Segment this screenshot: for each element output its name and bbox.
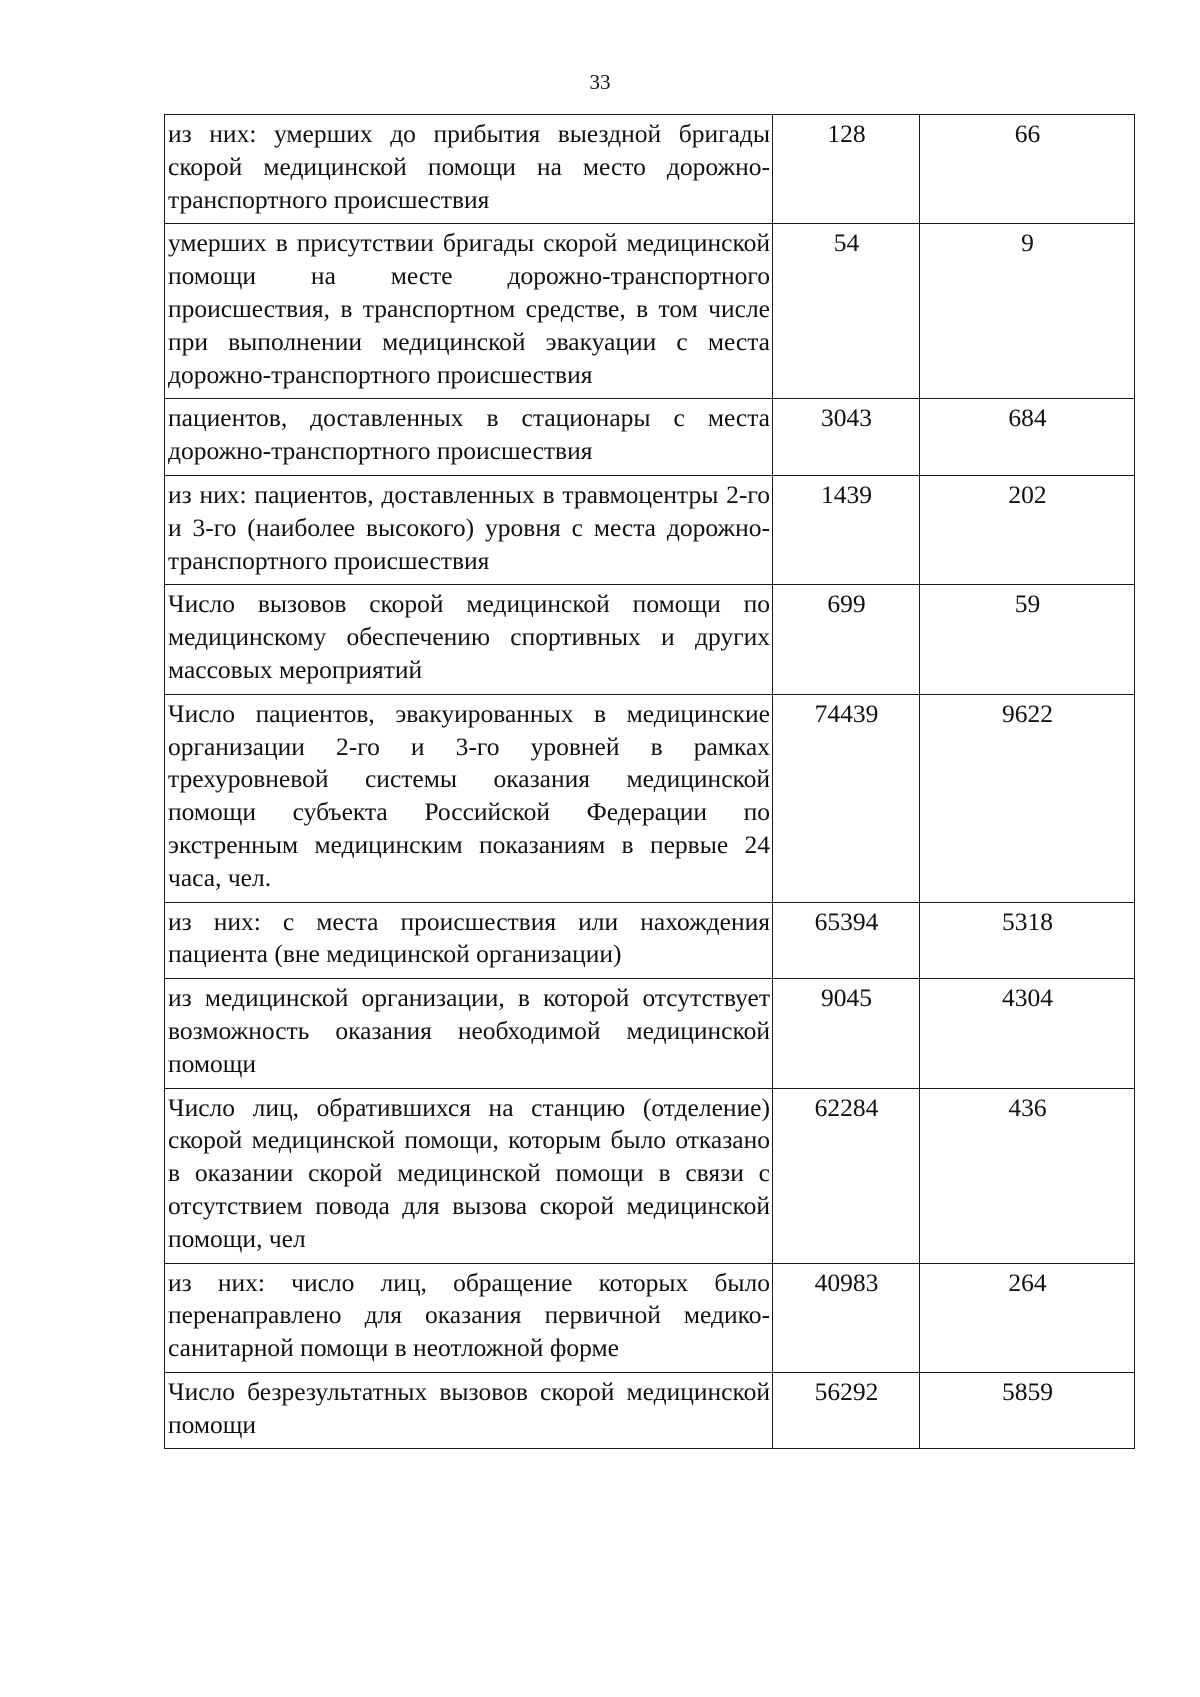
row-value-2: 202	[920, 475, 1135, 584]
row-description: Число вызовов скорой медицинской помощи по медицинскому обеспечению спортивных и других массовых мероприятий	[165, 585, 773, 694]
row-value-1: 699	[773, 585, 920, 694]
table-row	[165, 224, 1135, 399]
table-row	[165, 475, 1135, 584]
table-row	[165, 115, 1135, 224]
row-description: из медицинской организации, в которой отсутствует возможность оказания необходимой медицинской помощи	[165, 979, 773, 1088]
table-row	[165, 1088, 1135, 1263]
row-value-1: 40983	[773, 1263, 920, 1372]
table-row	[165, 399, 1135, 476]
row-description: из них: пациентов, доставленных в травмоцентры 2-го и 3-го (наиболее высокого) уровня с места дорожно-транспортного происшествия	[165, 475, 773, 584]
row-value-1: 74439	[773, 694, 920, 902]
row-description: Число пациентов, эвакуированных в медицинские организации 2-го и 3-го уровней в рамках трехуровневой системы оказания медицинской помощи субъекта Российской Федерации по экстренным медицинским показаниям в первые 24 часа, чел.	[165, 694, 773, 902]
row-value-2: 684	[920, 399, 1135, 476]
row-description: Число лиц, обратившихся на станцию (отделение) скорой медицинской помощи, которым было отказано в оказании скорой медицинской помощи в связи с отсутствием повода для вызова скорой медицинской помощи, чел	[165, 1088, 773, 1263]
table-row	[165, 1372, 1135, 1449]
table-row	[165, 902, 1135, 979]
row-value-1: 128	[773, 115, 920, 224]
row-value-2: 9622	[920, 694, 1135, 902]
statistics-table	[164, 114, 1135, 1449]
row-value-2: 5318	[920, 902, 1135, 979]
row-value-1: 9045	[773, 979, 920, 1088]
row-value-2: 436	[920, 1088, 1135, 1263]
table-row	[165, 979, 1135, 1088]
statistics-table-body	[165, 115, 1135, 1449]
table-row	[165, 694, 1135, 902]
row-value-2: 66	[920, 115, 1135, 224]
row-value-1: 62284	[773, 1088, 920, 1263]
row-description: пациентов, доставленных в стационары с места дорожно-транспортного происшествия	[165, 399, 773, 476]
row-value-2: 9	[920, 224, 1135, 399]
row-value-1: 1439	[773, 475, 920, 584]
row-description: Число безрезультатных вызовов скорой медицинской помощи	[165, 1372, 773, 1449]
row-description: из них: число лиц, обращение которых было перенаправлено для оказания первичной медико-санитарной помощи в неотложной форме	[165, 1263, 773, 1372]
page-number: 33	[589, 70, 611, 94]
row-value-1: 56292	[773, 1372, 920, 1449]
row-value-2: 5859	[920, 1372, 1135, 1449]
row-value-1: 54	[773, 224, 920, 399]
table-row	[165, 585, 1135, 694]
row-value-2: 59	[920, 585, 1135, 694]
row-value-1: 3043	[773, 399, 920, 476]
row-value-2: 4304	[920, 979, 1135, 1088]
row-value-1: 65394	[773, 902, 920, 979]
row-description: умерших в присутствии бригады скорой медицинской помощи на месте дорожно-транспортного происшествия, в транспортном средстве, в том числе при выполнении медицинской эвакуации с места дорожно-транспортного происшествия	[165, 224, 773, 399]
row-description: из них: умерших до прибытия выездной бригады скорой медицинской помощи на место дорожно-транспортного происшествия	[165, 115, 773, 224]
row-description: из них: с места происшествия или нахождения пациента (вне медицинской организации)	[165, 902, 773, 979]
table-row	[165, 1263, 1135, 1372]
row-value-2: 264	[920, 1263, 1135, 1372]
